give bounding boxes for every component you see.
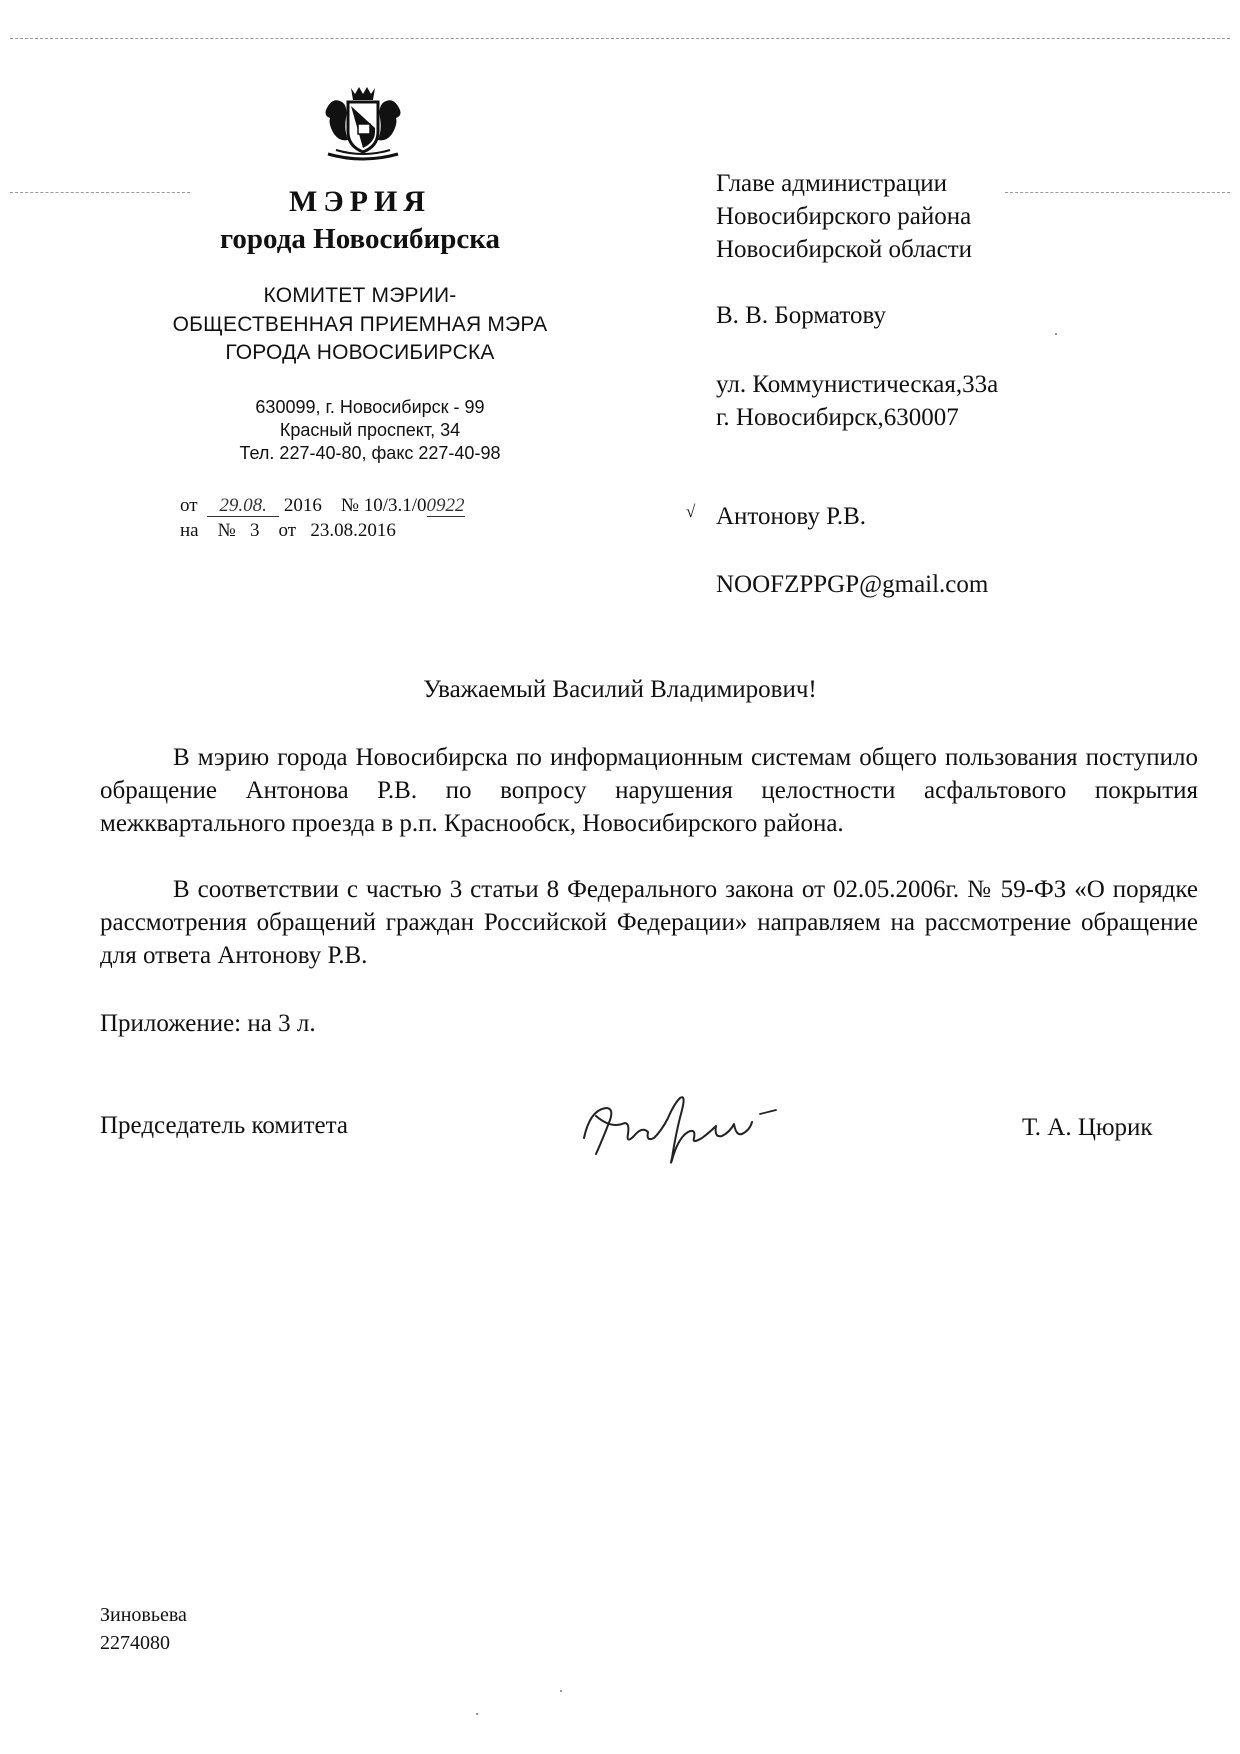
- coat-of-arms-icon: [318, 84, 408, 166]
- address-line-2: Красный проспект, 34: [279, 420, 461, 440]
- attachment-note: Приложение: на 3 л.: [100, 1010, 316, 1037]
- check-mark-icon: √: [686, 502, 696, 521]
- body-paragraph-2: В соответствии с частью 3 статьи 8 Федерального закона от 02.05.2006г. № 59-ФЗ «О порядке рассмотрения обращений граждан Российской Федерации» направляем на рассмотрение обращение для ответа Антонову Р.В.: [100, 876, 1198, 969]
- address-line-1: 630099, г. Новосибирск - 99: [255, 397, 485, 417]
- recipient-city: г. Новосибирск,630007: [716, 404, 959, 431]
- scan-artifact-line-mid: [10, 192, 190, 193]
- year: 2016: [283, 495, 322, 516]
- signer-name: Т. А. Цюрик: [1022, 1114, 1153, 1141]
- handwritten-signature-icon: [576, 1080, 796, 1180]
- recipient-line-3: Новосибирской области: [716, 236, 973, 263]
- signer-title: Председатель комитета: [100, 1112, 348, 1139]
- scan-artifact-line-right: [1005, 192, 1230, 193]
- incoming-reference: [180, 520, 396, 542]
- committee-line-2: ОБЩЕСТВЕННАЯ ПРИЕМНАЯ МЭРА: [172, 313, 548, 336]
- recipient-name: В. В. Борматову: [716, 302, 886, 329]
- scan-speck: [476, 1713, 478, 1715]
- body-paragraph-1: В мэрию города Новосибирска по информационным системам общего пользования поступило обращение Антонова Р.В. по вопросу нарушения целостности асфальтового покрытия межквартального проезда в р.п. Краснообск, Новосибирского района.: [100, 744, 1198, 837]
- second-recipient-name: Антонову Р.В.: [716, 503, 867, 530]
- address-line-3: Тел. 227-40-80, факс 227-40-98: [239, 443, 501, 463]
- reply-from-label: от: [278, 520, 297, 541]
- recipient-line-2: Новосибирского района: [716, 203, 972, 230]
- city-title: города Новосибирска: [219, 223, 501, 255]
- handwritten-number: 0922: [426, 495, 465, 516]
- committee-line-1: КОМИТЕТ МЭРИИ-: [263, 284, 457, 307]
- recipient-email: NOOFZPPGP@gmail.com: [716, 571, 989, 598]
- salutation: Уважаемый Василий Владимирович!: [423, 676, 817, 703]
- executor-name: Зиновьева: [100, 1604, 187, 1626]
- scan-speck: [1055, 333, 1057, 335]
- reply-number: 3: [250, 520, 260, 541]
- number-label: № 10/3.1/0: [340, 495, 427, 516]
- recipient-line-1: Главе администрации: [716, 170, 947, 197]
- executor-phone: 2274080: [100, 1632, 170, 1654]
- outgoing-reference: [180, 495, 465, 517]
- on-label: на: [180, 520, 199, 541]
- handwritten-date: 29.08.: [207, 496, 279, 517]
- committee-line-3: ГОРОДА НОВОСИБИРСКА: [225, 341, 495, 364]
- reply-date: 23.08.2016: [310, 520, 396, 541]
- reply-number-label: №: [217, 520, 236, 541]
- scan-speck: [560, 1690, 562, 1692]
- recipient-street: ул. Коммунистическая,33а: [716, 371, 999, 398]
- scan-artifact-line-top: [10, 38, 1230, 39]
- mayor-office-title: МЭРИЯ: [289, 185, 431, 218]
- from-label: от: [180, 495, 198, 516]
